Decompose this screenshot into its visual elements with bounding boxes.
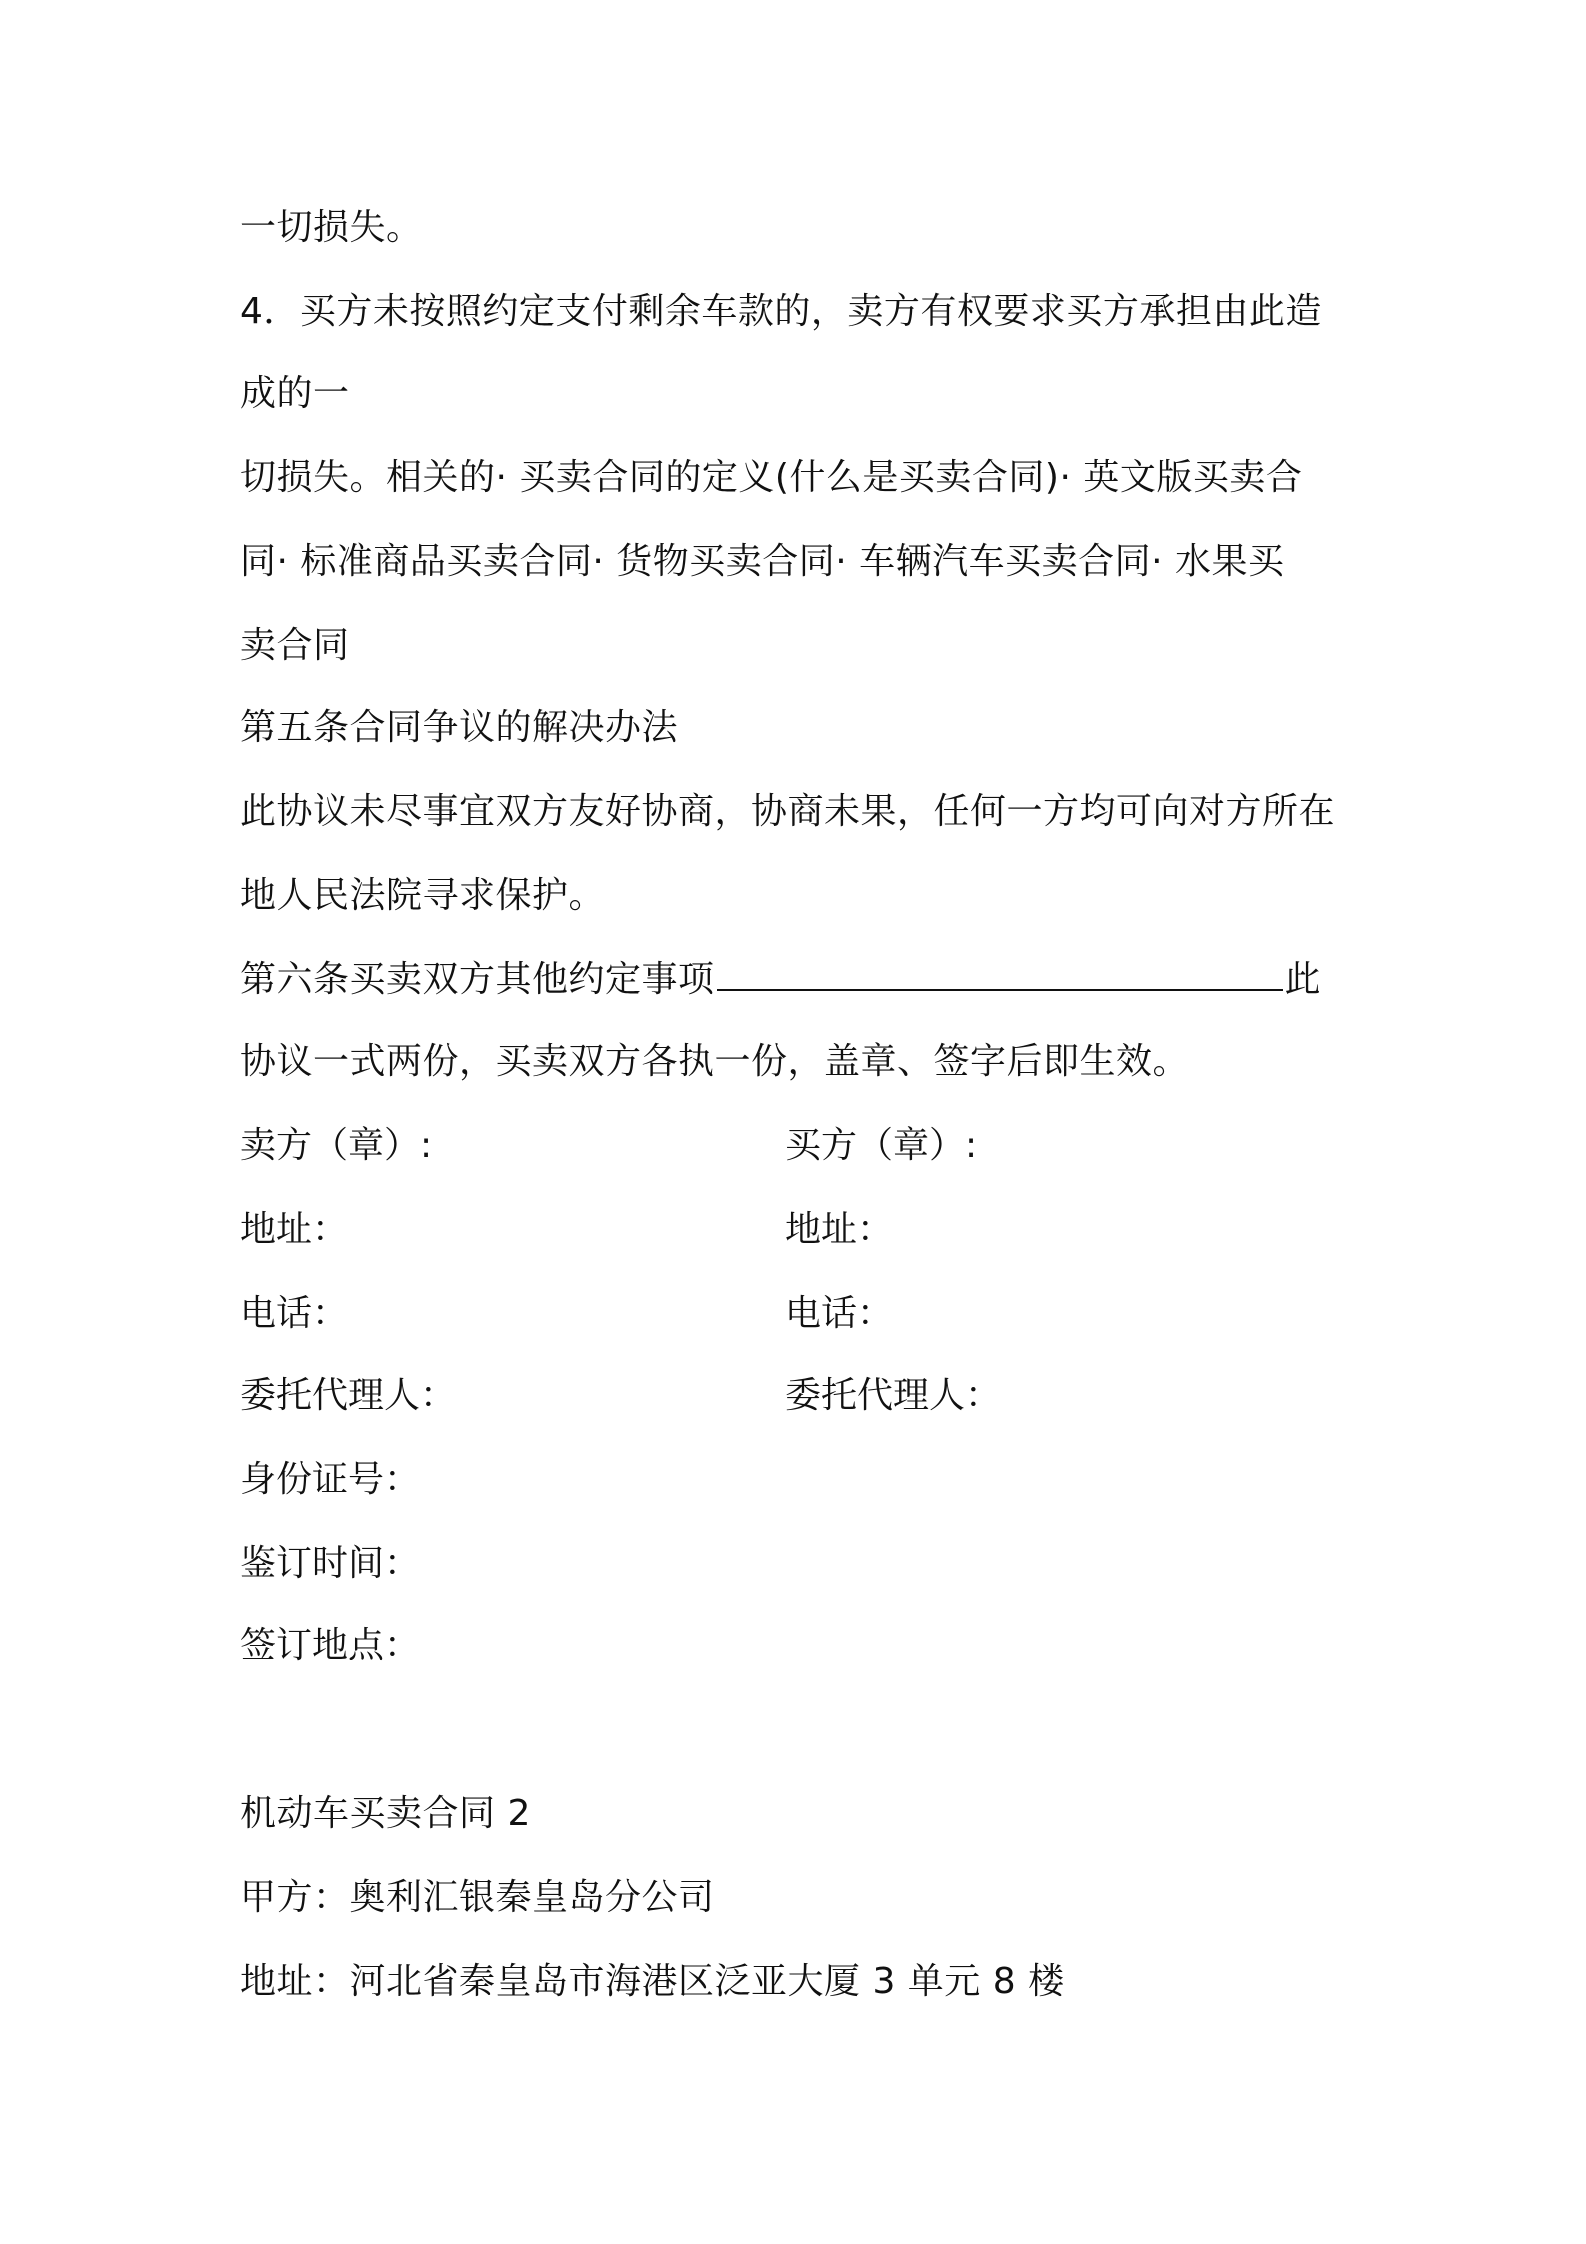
article-5-line-2: 地人民法院寻求保护。 [240,875,606,916]
buyer-seal-label: 买方（章）: [785,1125,978,1166]
id-number-label: 身份证号： [240,1459,421,1500]
seller-seal-label: 卖方（章）: [240,1125,433,1166]
contract-2-title: 机动车买卖合同 2 [240,1793,531,1834]
buyer-phone-label: 电话： [785,1293,894,1334]
article-5-title: 第五条合同争议的解决办法 [240,707,679,748]
article-6-suffix: 此 [1284,959,1322,1000]
paragraph-loss: 一切损失。 [240,207,423,248]
sign-place-label: 签订地点： [240,1625,421,1666]
article-6-line-2: 协议一式两份，买卖双方各执一份，盖章、签字后即生效。 [240,1041,1190,1082]
sign-time-label: 鉴订时间： [240,1543,421,1584]
buyer-address-label: 地址： [785,1209,894,1250]
article-6-line-1 [240,958,1321,1002]
party-a-line: 甲方：奥利汇银秦皇岛分公司 [240,1877,715,1918]
seller-address-label: 地址： [240,1209,349,1250]
article-6-prefix: 第六条买卖双方其他约定事项 [240,959,715,1000]
seller-agent-label: 委托代理人： [240,1375,457,1416]
party-a-address: 地址：河北省秦皇岛市海港区泛亚大厦 3 单元 8 楼 [240,1961,1065,2002]
buyer-agent-label: 委托代理人： [785,1375,1002,1416]
fill-in-blank [717,959,1283,991]
clause-4-line-1: 4．买方未按照约定支付剩余车款的，卖方有权要求买方承担由此造 [240,291,1322,332]
clause-4-line-2: 成的一 [240,373,350,414]
article-5-line-1: 此协议未尽事宜双方友好协商，协商未果，任何一方均可向对方所在 [240,791,1336,832]
related-line-3: 卖合同 [240,625,350,666]
related-line-1: 切损失。相关的· 买卖合同的定义(什么是买卖合同)· 英文版买卖合 [240,457,1303,498]
seller-phone-label: 电话： [240,1293,349,1334]
related-line-2: 同· 标准商品买卖合同· 货物买卖合同· 车辆汽车买卖合同· 水果买 [240,541,1285,582]
